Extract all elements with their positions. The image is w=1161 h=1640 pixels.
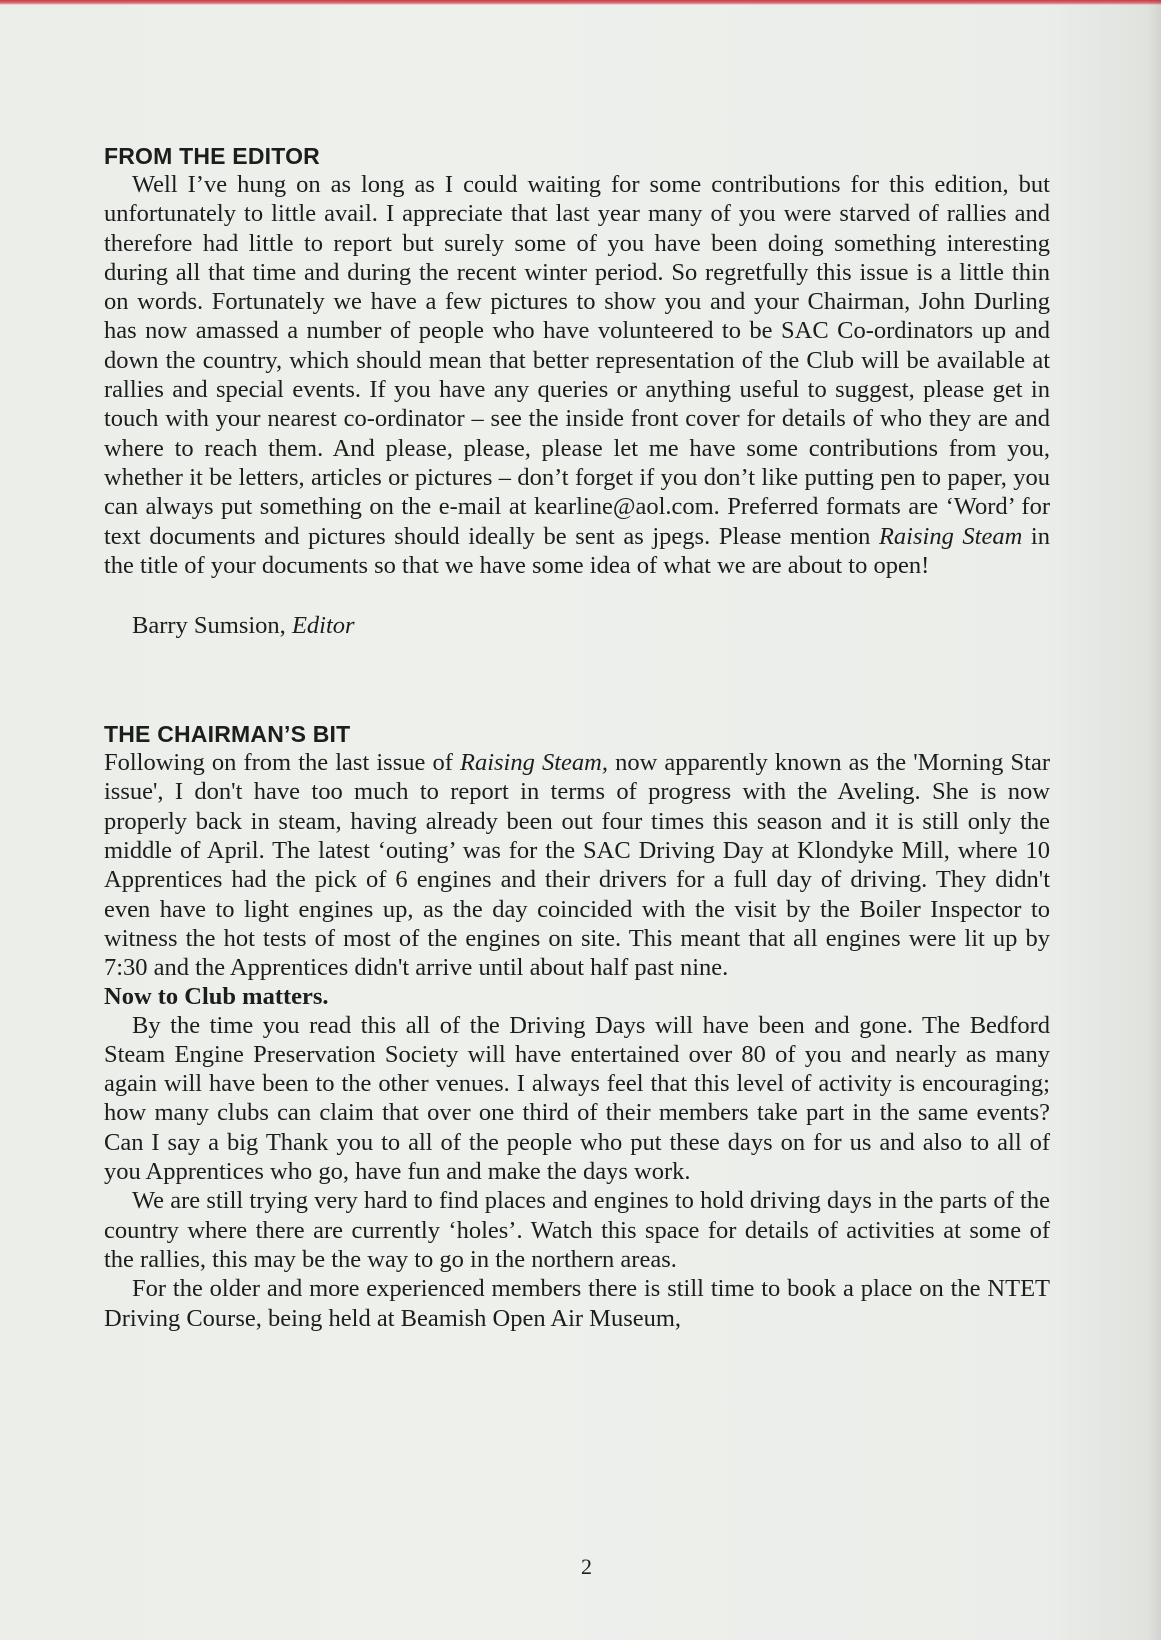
editor-text-part-2: in the title of your documents so that we have some idea of what we are about to open!	[104, 522, 1050, 579]
chairman-paragraph-3: For the older and more experienced members there is still time to book a place on the NTET Driving Course, being held at Beamish Open Air Museum,	[104, 1275, 1050, 1332]
page-content	[104, 142, 1050, 1333]
chairman-heading: THE CHAIRMAN’S BIT	[104, 721, 351, 748]
page-top-edge	[0, 0, 1161, 5]
editor-signoff	[132, 611, 1050, 640]
publication-title: Raising Steam	[878, 522, 1023, 550]
chairman-intro-before: Following on from the last issue of	[104, 749, 460, 777]
editor-paragraph	[104, 170, 1050, 580]
chairman-intro-after: now apparently known as the 'Morning Star issue', I don't have too much to report in terms of progress with the Aveling. She is now properly back in steam, having already been out four times this season and it is still only the middle of April. The latest ‘outing’ was for the SAC Driving Day at Klondyke Mill, where 10 Apprentices had the pick of 6 engines and their drivers for a full day of driving. They didn't even have to light engines up, as the day coincided with the visit by the Boiler Inspector to witness the hot tests of most of the engines on site. This meant that all engines were lit up by 7:30 and the Apprentices didn't arrive until about half past nine.	[104, 749, 1050, 982]
page-fold-shadow	[1147, 0, 1161, 1640]
editor-text-part-1: Well I’ve hung on as long as I could waiting for some contributions for this edition, but unfortunately to little avail. I appreciate that last year many of you were starved of rallies and therefore had little to report but surely some of you have been doing something interesting during all that time and during the recent winter period. So regretfully this issue is a little thin on words. Fortunately we have a few pictures to show you and your Chairman, John Durling has now amassed a number of people who have volunteered to be SAC Co-ordinators up and down the country, which should mean that better representation of the Club will be available at rallies and special events. If you have any queries or anything useful to suggest, please get in touch with your nearest co-ordinator – see the inside front cover for details of who they are and where to reach them. And please, please, please let me have some contributions from you, whether it be letters, articles or pictures – don’t forget if you don’t like putting pen to paper, you can always put something on the e-mail at kearline@aol.com. Preferred formats are ‘Word’ for text documents and pictures should ideally be sent as jpegs. Please mention	[104, 171, 1050, 550]
club-matters-subheading: Now to Club matters.	[104, 982, 329, 1010]
chairman-paragraph-1: By the time you read this all of the Driving Days will have been and gone. The Bedford Steam Engine Preservation Society will have entertained over 80 of you and nearly as many again will have been to the other venues. I always feel that this level of activity is encouraging; how many clubs can claim that over one third of their members take part in the same events? Can I say a big Thank you to all of the people who put these days on for us and also to all of you Apprentices who go, have fun and make the days work.	[104, 1011, 1050, 1186]
editor-signoff-role: Editor	[291, 612, 355, 640]
chairman-paragraph-2: We are still trying very hard to find places and engines to hold driving days in the parts of the country where there are currently ‘holes’. Watch this space for details of activities at some of the rallies, this may be the way to go in the northern areas.	[104, 1187, 1050, 1273]
chairman-intro-paragraph	[104, 748, 1050, 982]
editor-heading: FROM THE EDITOR	[104, 143, 320, 169]
publication-title-inline: Raising Steam,	[459, 749, 608, 777]
section-spacer	[104, 640, 1050, 720]
editor-signoff-name: Barry Sumsion,	[132, 612, 292, 640]
page-number: 2	[581, 1554, 592, 1579]
